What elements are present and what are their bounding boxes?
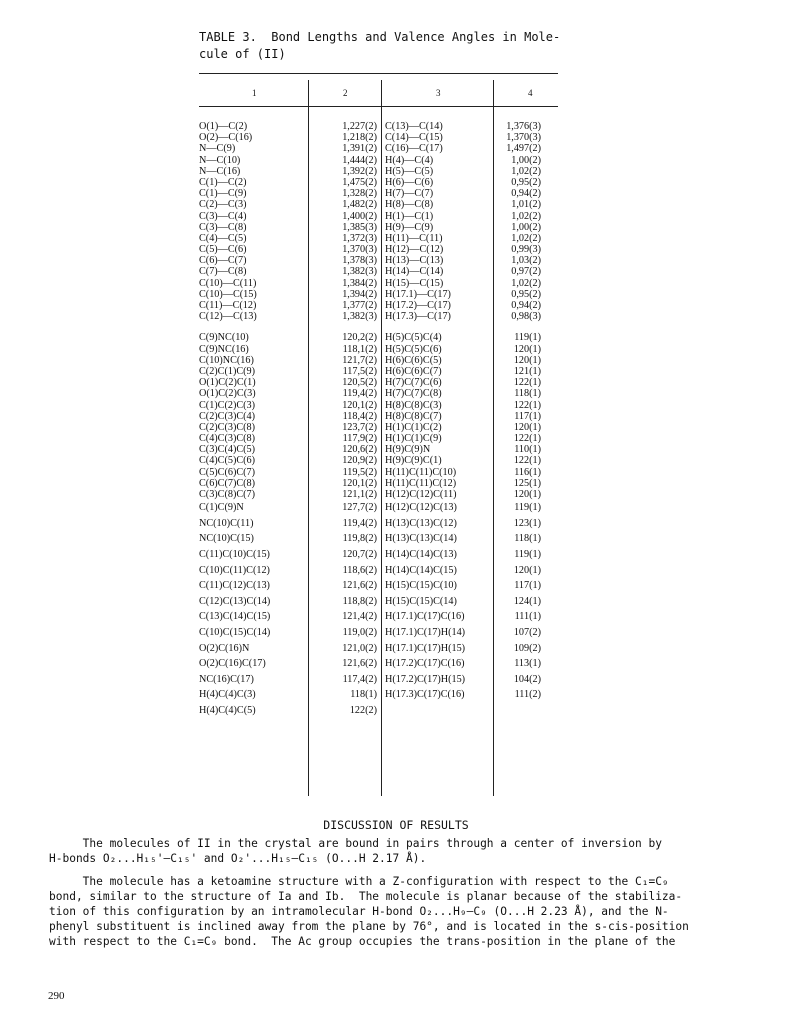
table-cell-value: 109(2) bbox=[513, 642, 541, 654]
table-cell-value: 121,6(2) bbox=[342, 580, 377, 592]
caption-line-2: cule of (II) bbox=[199, 47, 286, 61]
table-cell-atom-label: H(17.2)C(17)H(15) bbox=[385, 673, 466, 685]
table-cell-atom-label: H(14)C(14)C(13) bbox=[385, 548, 457, 560]
table-cell-atom-label: H(15)C(15)C(10) bbox=[385, 580, 457, 592]
table-cell-value: 1,385(3) bbox=[342, 221, 377, 233]
table-cell-value: 120,7(2) bbox=[342, 548, 377, 560]
table-cell-atom-label: C(5)—C(6) bbox=[199, 244, 247, 256]
table-cell-atom-label: C(4)C(5)C(6) bbox=[199, 455, 256, 467]
table-cell-atom-label: C(1)C(9)N bbox=[199, 502, 244, 514]
table-cell-value: 111(2) bbox=[514, 689, 541, 701]
table-cell-value bbox=[494, 703, 541, 719]
table-cell-value: 0,94(2) bbox=[511, 188, 541, 200]
table-cell-value: 118(1) bbox=[350, 689, 377, 701]
table-cell-atom-label: H(9)—C(9) bbox=[385, 221, 434, 233]
table-cell-atom-label: H(1)—C(1) bbox=[385, 210, 434, 222]
table-cell-value: 0,98(3) bbox=[511, 311, 541, 323]
table-cell-value: 1,01(2) bbox=[511, 199, 541, 211]
paragraph-line: tion of this configuration by an intramolecular H-bond O₂...H₉–C₉ (O...H 2.23 Å), and the N- bbox=[49, 905, 669, 918]
table-cell-value: 1,378(3) bbox=[342, 255, 377, 267]
table-cell-atom-label: H(11)C(11)C(12) bbox=[385, 477, 457, 489]
table-cell-atom-label: H(11)—C(11) bbox=[385, 232, 443, 244]
table-cell-atom-label: C(10)C(11)C(12) bbox=[199, 564, 270, 576]
column-number-3: 3 bbox=[436, 88, 441, 98]
table-cell-value: 122(1) bbox=[513, 399, 541, 411]
table-cell-atom-label: C(10)NC(16) bbox=[199, 354, 254, 366]
table-cell-value: 120,2(2) bbox=[342, 332, 377, 344]
table-cell-value: 1,372(3) bbox=[342, 232, 377, 244]
table-cell-atom-label: NC(16)C(17) bbox=[199, 673, 254, 685]
table-cell-atom-label: O(2)C(16)N bbox=[199, 642, 250, 654]
table-section-gap bbox=[309, 322, 377, 332]
table-cell-value: 119,4(2) bbox=[342, 388, 377, 400]
table-cell-value: 119,4(2) bbox=[342, 517, 377, 529]
table-cell-value: 1,02(2) bbox=[511, 210, 541, 222]
table-cell-value: 120(1) bbox=[513, 343, 541, 355]
table-cell-value: 1,482(2) bbox=[342, 199, 377, 211]
table-cell-atom-label: H(8)—C(8) bbox=[385, 199, 434, 211]
column-divider-2 bbox=[381, 80, 382, 796]
table-section-gap bbox=[494, 322, 541, 332]
table-cell-value: 119,8(2) bbox=[342, 533, 377, 545]
table-cell-atom-label: H(17.2)C(17)C(16) bbox=[385, 658, 465, 670]
table-cell-value: 1,02(2) bbox=[511, 165, 541, 177]
table-cell-atom-label: H(17.3)C(17)C(16) bbox=[385, 689, 465, 701]
table-cell-value: 119,5(2) bbox=[342, 466, 377, 478]
table-cell-value: 122(1) bbox=[513, 433, 541, 445]
table-cell-value: 1,391(2) bbox=[342, 143, 377, 155]
table-cell-value: 1,00(2) bbox=[511, 154, 541, 166]
table-column-4 bbox=[494, 121, 541, 719]
paragraph-line: H-bonds O₂...H₁₅'–C₁₅' and O₂'...H₁₅–C₁₅ (O...H 2.17 Å). bbox=[49, 852, 427, 865]
table-cell-atom-label: H(17.2)—C(17) bbox=[385, 300, 451, 311]
table-cell-value: 116(1) bbox=[514, 466, 541, 478]
table-cell-value: 122(1) bbox=[513, 377, 541, 389]
table-cell-value: 1,370(3) bbox=[506, 132, 541, 144]
table-cell-value: 123,7(2) bbox=[342, 421, 377, 433]
table-cell-atom-label: C(2)—C(3) bbox=[199, 199, 247, 211]
table-cell-atom-label: H(1)C(1)C(2) bbox=[385, 421, 442, 433]
table-cell-atom-label: C(6)—C(7) bbox=[199, 255, 247, 267]
table-cell-value: 118,6(2) bbox=[342, 564, 377, 576]
table-cell-value: 120,5(2) bbox=[342, 377, 377, 389]
table-section-gap bbox=[385, 322, 491, 332]
table-cell-value: 121(1) bbox=[513, 365, 541, 377]
table-cell-value: 118,1(2) bbox=[342, 343, 377, 355]
table-cell-atom-label: O(1)C(2)C(3) bbox=[199, 388, 256, 400]
table-cell-value: 117,5(2) bbox=[342, 365, 377, 377]
table-cell-atom-label: H(12)C(12)C(11) bbox=[385, 489, 457, 500]
table-cell-value: 1,328(2) bbox=[342, 188, 377, 200]
table-cell-value: 122(1) bbox=[513, 455, 541, 467]
table-cell-value: 118,8(2) bbox=[342, 595, 377, 607]
table-cell-value: 127,7(2) bbox=[342, 502, 377, 514]
table-cell-atom-label: H(13)—C(13) bbox=[385, 255, 444, 267]
table-cell-value: 117(1) bbox=[514, 580, 541, 592]
table-cell-atom-label: H(7)C(7)C(8) bbox=[385, 388, 442, 400]
table-cell-value: 119,0(2) bbox=[342, 626, 377, 638]
table-cell-value: 120(1) bbox=[513, 354, 541, 366]
table-cell-atom-label: H(4)C(4)C(3) bbox=[199, 689, 256, 701]
column-number-1: 1 bbox=[252, 88, 257, 98]
table-cell-atom-label: O(2)—C(16) bbox=[199, 132, 253, 144]
table-cell-atom-label: C(2)C(3)C(8) bbox=[199, 421, 256, 433]
table-cell-value: 120(1) bbox=[513, 564, 541, 576]
table-cell-atom-label: C(11)C(12)C(13) bbox=[199, 580, 270, 592]
table-cell-value: 121,7(2) bbox=[342, 354, 377, 366]
table-cell-value: 120,1(2) bbox=[342, 399, 377, 411]
table-cell-atom-label: H(17.3)—C(17) bbox=[385, 311, 451, 323]
table-cell-value: 0,97(2) bbox=[511, 266, 541, 278]
table-cell-value: 1,384(2) bbox=[342, 277, 377, 289]
table-cell-value: 1,03(2) bbox=[511, 255, 541, 267]
table-cell-value: 1,02(2) bbox=[511, 232, 541, 244]
table-cell-value: 119(1) bbox=[514, 502, 541, 514]
table-cell-value: 118(1) bbox=[514, 533, 541, 545]
table-cell-atom-label: C(16)—C(17) bbox=[385, 143, 443, 155]
table-cell-value: 0,99(3) bbox=[511, 244, 541, 256]
table-cell-atom-label: C(2)C(3)C(4) bbox=[199, 410, 256, 422]
table-cell-atom-label: H(8)C(8)C(3) bbox=[385, 399, 442, 411]
table-cell-atom-label: H(1)C(1)C(9) bbox=[385, 433, 442, 445]
paragraph-line: bond, similar to the structure of Ia and Ib. The molecule is planar because of the stabiliza- bbox=[49, 890, 683, 903]
table-cell-atom-label: C(3)—C(4) bbox=[199, 210, 247, 222]
table-cell-atom-label: H(8)C(8)C(7) bbox=[385, 410, 442, 422]
table-cell-value: 1,218(2) bbox=[342, 132, 377, 144]
caption-line-1: TABLE 3. Bond Lengths and Valence Angles in Mole- bbox=[199, 30, 561, 44]
discussion-heading: DISCUSSION OF RESULTS bbox=[323, 818, 469, 832]
table-cell-value: 0,95(2) bbox=[511, 176, 541, 188]
table-cell-value: 113(1) bbox=[514, 658, 541, 670]
table-cell-value: 104(2) bbox=[513, 673, 541, 685]
table-cell-atom-label: N—C(9) bbox=[199, 143, 236, 155]
table-cell-atom-label: H(17.1)—C(17) bbox=[385, 288, 451, 300]
table-cell-value: 122(2) bbox=[349, 704, 377, 716]
table-cell-value: 119(1) bbox=[514, 332, 541, 344]
table-cell-atom-label: O(2)C(16)C(17) bbox=[199, 658, 266, 670]
table-cell-atom-label: H(6)—C(6) bbox=[385, 176, 434, 188]
paragraph-line: The molecule has a ketoamine structure with a Z-configuration with respect to the C₁=C₉ bbox=[49, 875, 669, 888]
table-cell-atom-label: H(7)C(7)C(6) bbox=[385, 377, 442, 389]
table-cell-value: 1,02(2) bbox=[511, 277, 541, 289]
table-cell-atom-label: H(5)—C(5) bbox=[385, 165, 434, 177]
table-cell-atom-label: C(2)C(1)C(9) bbox=[199, 365, 256, 377]
table-cell-value: 120,1(2) bbox=[342, 477, 377, 489]
table-cell-atom-label: H(17.1)C(17)H(15) bbox=[385, 642, 466, 654]
table-cell-atom-label: H(17.1)C(17)C(16) bbox=[385, 611, 465, 623]
table-cell-atom-label: C(3)C(8)C(7) bbox=[199, 489, 256, 500]
table-column-1 bbox=[199, 121, 307, 719]
table-cell-value: 0,94(2) bbox=[511, 300, 541, 311]
table-cell-value: 121,6(2) bbox=[342, 658, 377, 670]
table-cell-atom-label: NC(10)C(15) bbox=[199, 533, 254, 545]
table-cell-atom-label: H(5)C(5)C(6) bbox=[385, 343, 442, 355]
table-cell-value: 1,392(2) bbox=[342, 165, 377, 177]
table-cell-atom-label: C(10)—C(11) bbox=[199, 277, 257, 289]
table-cell-value: 121,4(2) bbox=[342, 611, 377, 623]
table-cell-atom-label: H(7)—C(7) bbox=[385, 188, 434, 200]
table-cell-atom-label: C(13)C(14)C(15) bbox=[199, 611, 271, 623]
table-cell-atom-label: H(9)C(9)C(1) bbox=[385, 455, 442, 467]
table-cell-atom-label: H(13)C(13)C(14) bbox=[385, 533, 457, 545]
table-cell-atom-label: C(3)C(4)C(5) bbox=[199, 444, 256, 456]
table-cell-value: 1,394(2) bbox=[342, 288, 377, 300]
table-cell-atom-label: C(6)C(7)C(8) bbox=[199, 477, 256, 489]
table-cell-atom-label: C(12)C(13)C(14) bbox=[199, 595, 271, 607]
table-cell-value: 121,1(2) bbox=[342, 489, 377, 500]
table-cell-value: 1,400(2) bbox=[342, 210, 377, 222]
paragraph-line: The molecules of II in the crystal are bound in pairs through a center of inversion by bbox=[49, 837, 662, 850]
table-cell-atom-label: H(6)C(6)C(7) bbox=[385, 365, 442, 377]
table-cell-atom-label: H(12)C(12)C(13) bbox=[385, 502, 457, 514]
table-header-rule bbox=[199, 106, 558, 107]
paragraph-line: with respect to the C₁=C₉ bond. The Ac group occupies the trans-position in the plane of the bbox=[49, 935, 676, 948]
table-cell-value: 1,497(2) bbox=[506, 143, 541, 155]
table-cell-atom-label: C(4)—C(5) bbox=[199, 232, 247, 244]
table-cell-value: 117,4(2) bbox=[342, 673, 377, 685]
table-cell-value: 111(1) bbox=[514, 611, 541, 623]
table-cell-atom-label: H(9)C(9)N bbox=[385, 444, 431, 456]
paragraph-line: phenyl substituent is inclined away from the plane by 76°, and is located in the s-cis-position bbox=[49, 920, 689, 933]
table-cell-value: 118,4(2) bbox=[342, 410, 377, 422]
table-column-2 bbox=[309, 121, 377, 719]
table-cell-atom-label: C(12)—C(13) bbox=[199, 311, 257, 323]
column-number-4: 4 bbox=[528, 88, 533, 98]
table-section-gap bbox=[199, 322, 307, 332]
table-cell-value: 117,9(2) bbox=[342, 433, 377, 445]
table-caption bbox=[199, 29, 560, 63]
table-cell-value: 1,475(2) bbox=[342, 176, 377, 188]
table-cell-atom-label: N—C(10) bbox=[199, 154, 241, 166]
table-cell-atom-label: H(11)C(11)C(10) bbox=[385, 466, 457, 478]
table-cell-value: 107(2) bbox=[513, 626, 541, 638]
discussion-paragraph-1 bbox=[49, 836, 729, 866]
table-cell-value: 119(1) bbox=[514, 548, 541, 560]
table-top-rule bbox=[199, 73, 558, 74]
table-cell-atom-label: H(14)—C(14) bbox=[385, 266, 444, 278]
table-cell-atom-label: C(9)NC(16) bbox=[199, 343, 249, 355]
table-cell-atom-label: C(1)—C(2) bbox=[199, 176, 247, 188]
table-cell-atom-label: H(15)C(15)C(14) bbox=[385, 595, 457, 607]
column-number-2: 2 bbox=[343, 88, 348, 98]
page-number: 290 bbox=[48, 990, 65, 1002]
table-cell-atom-label: NC(10)C(11) bbox=[199, 517, 254, 529]
table-cell-atom-label: C(10)C(15)C(14) bbox=[199, 626, 271, 638]
table-cell-value: 1,00(2) bbox=[511, 221, 541, 233]
table-cell-value: 1,376(3) bbox=[506, 121, 541, 132]
table-cell-atom-label: O(1)C(2)C(1) bbox=[199, 377, 256, 389]
table-cell-atom-label: H(17.1)C(17)H(14) bbox=[385, 626, 466, 638]
table-cell-value: 120(1) bbox=[513, 421, 541, 433]
table-cell-atom-label: H(4)C(4)C(5) bbox=[199, 704, 256, 716]
table-cell-atom-label: C(11)—C(12) bbox=[199, 300, 257, 311]
table-cell-atom-label: O(1)—C(2) bbox=[199, 121, 248, 132]
table-cell-atom-label: H(5)C(5)C(4) bbox=[385, 332, 442, 344]
table-cell-value: 123(1) bbox=[513, 517, 541, 529]
table-cell-value: 120,6(2) bbox=[342, 444, 377, 456]
table-cell-value: 0,95(2) bbox=[511, 288, 541, 300]
table-cell-atom-label: C(5)C(6)C(7) bbox=[199, 466, 256, 478]
table-cell-atom-label: H(12)—C(12) bbox=[385, 244, 444, 256]
table-cell-atom-label: C(14)—C(15) bbox=[385, 132, 443, 144]
table-cell-atom-label: C(11)C(10)C(15) bbox=[199, 548, 270, 560]
table-cell-atom-label: C(9)NC(10) bbox=[199, 332, 249, 344]
table-cell-atom-label: H(4)—C(4) bbox=[385, 154, 434, 166]
table-cell-atom-label bbox=[385, 703, 491, 719]
table-cell-value: 1,444(2) bbox=[342, 154, 377, 166]
table-cell-atom-label: C(3)—C(8) bbox=[199, 221, 247, 233]
table-cell-atom-label: H(13)C(13)C(12) bbox=[385, 517, 457, 529]
table-cell-value: 1,227(2) bbox=[342, 121, 377, 132]
table-cell-atom-label: C(7)—C(8) bbox=[199, 266, 247, 278]
table-cell-value: 120,9(2) bbox=[342, 455, 377, 467]
table-cell-value: 1,377(2) bbox=[342, 300, 377, 311]
table-cell-value: 121,0(2) bbox=[342, 642, 377, 654]
table-cell-value: 125(1) bbox=[513, 477, 541, 489]
table-cell-atom-label: C(10)—C(15) bbox=[199, 288, 257, 300]
table-cell-value: 1,382(3) bbox=[342, 266, 377, 278]
table-cell-atom-label: C(4)C(3)C(8) bbox=[199, 433, 256, 445]
table-cell-atom-label: H(14)C(14)C(15) bbox=[385, 564, 457, 576]
table-cell-atom-label: H(6)C(6)C(5) bbox=[385, 354, 442, 366]
table-cell-value: 118(1) bbox=[514, 388, 541, 400]
table-cell-atom-label: C(1)—C(9) bbox=[199, 188, 247, 200]
table-cell-atom-label: C(1)C(2)C(3) bbox=[199, 399, 256, 411]
table-cell-value: 120(1) bbox=[513, 489, 541, 500]
discussion-paragraph-2 bbox=[49, 874, 729, 949]
table-cell-atom-label: H(15)—C(15) bbox=[385, 277, 444, 289]
table-cell-value: 124(1) bbox=[513, 595, 541, 607]
table-column-3 bbox=[385, 121, 491, 719]
table-cell-value: 110(1) bbox=[514, 444, 541, 456]
table-cell-atom-label: N—C(16) bbox=[199, 165, 241, 177]
table-cell-atom-label: C(13)—C(14) bbox=[385, 121, 443, 132]
table-cell-value: 1,382(3) bbox=[342, 311, 377, 323]
table-cell-value: 1,370(3) bbox=[342, 244, 377, 256]
table-cell-value: 117(1) bbox=[514, 410, 541, 422]
